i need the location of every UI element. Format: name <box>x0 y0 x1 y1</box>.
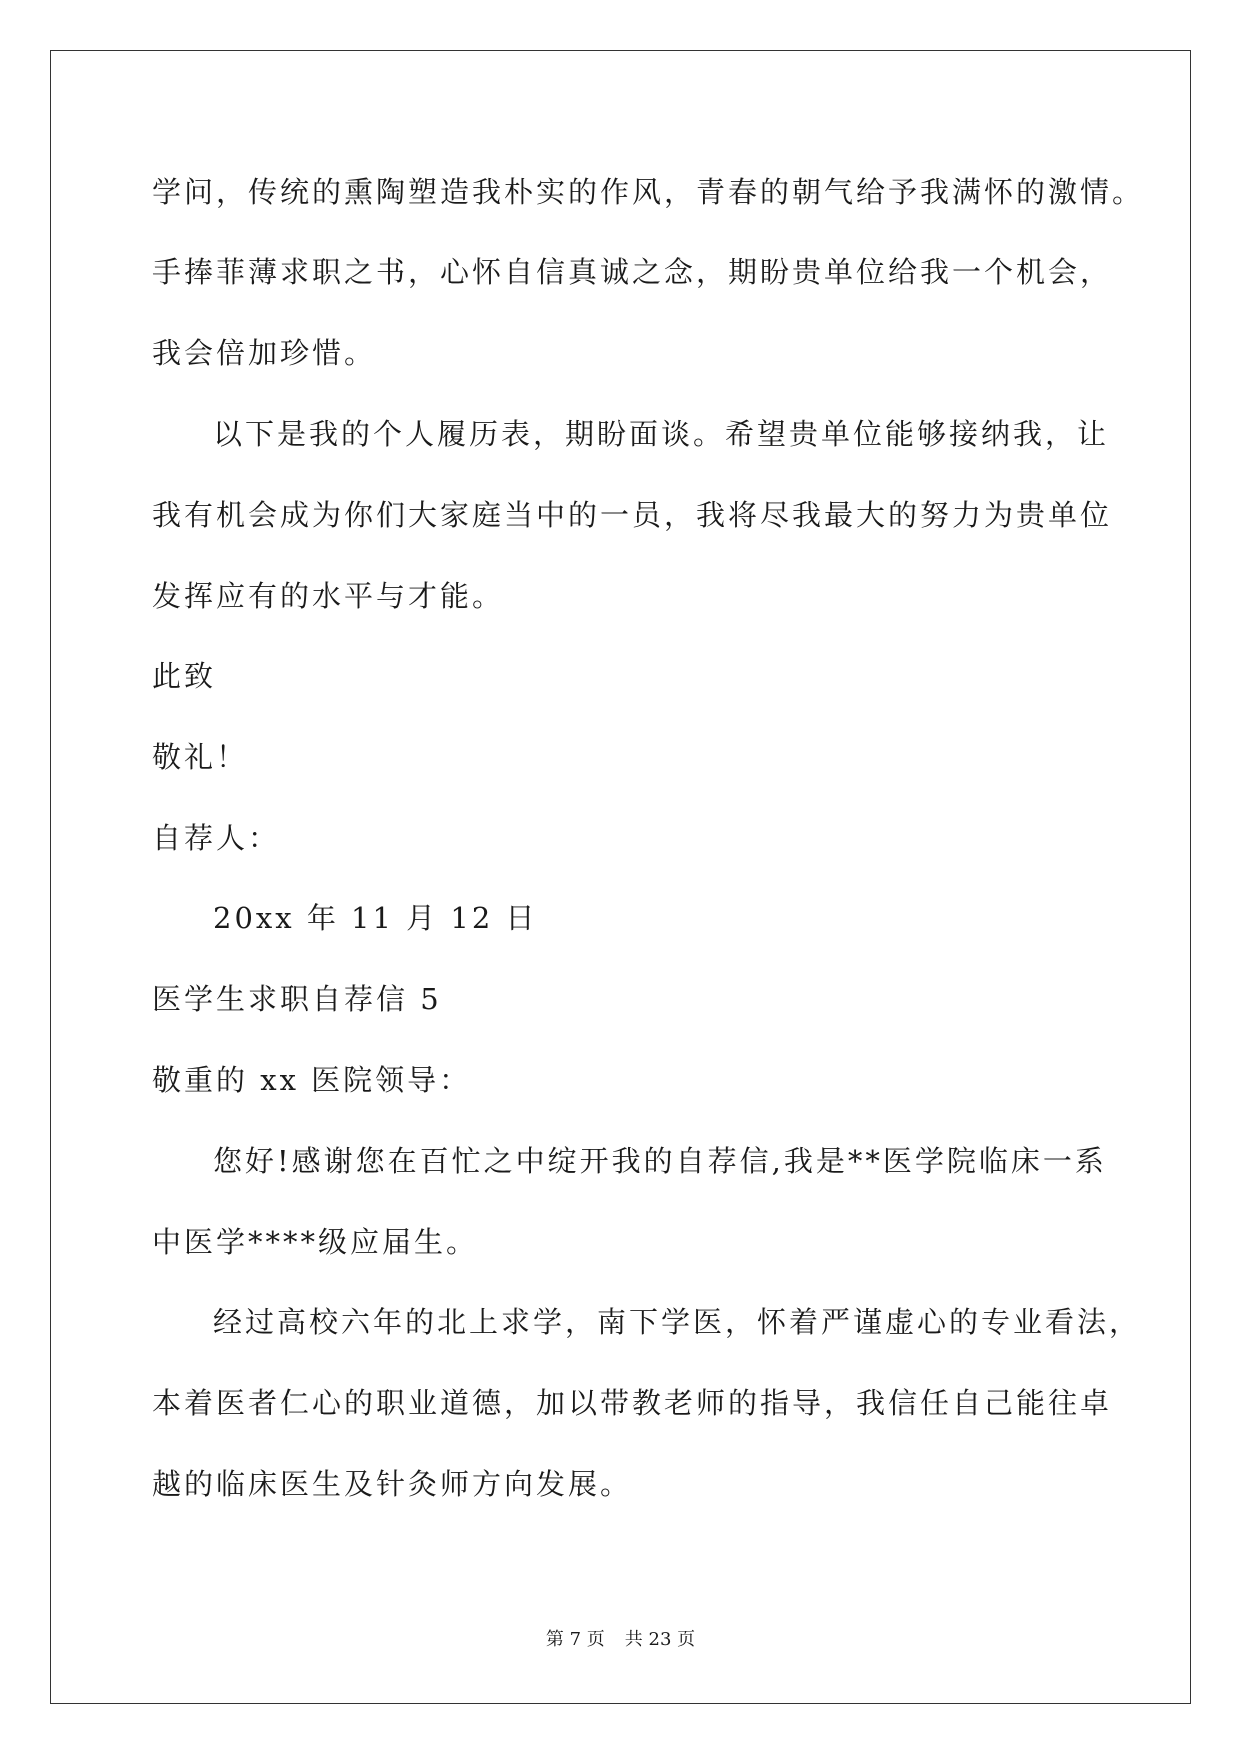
paragraph-line: 手捧菲薄求职之书，心怀自信真诚之念，期盼贵单位给我一个机会， <box>152 255 1113 289</box>
signature-label: 自荐人： <box>152 821 281 855</box>
paragraph-line: 我有机会成为你们大家庭当中的一员，我将尽我最大的努力为贵单位 <box>152 498 1113 532</box>
paragraph-line: 中医学****级应届生。 <box>152 1225 479 1259</box>
page-border <box>50 50 1191 1704</box>
paragraph-line: 我会倍加珍惜。 <box>152 336 377 370</box>
letter-date: 20xx 年 11 月 12 日 <box>213 901 538 935</box>
page-footer <box>0 1625 1241 1651</box>
paragraph-line: 以下是我的个人履历表，期盼面谈。希望贵单位能够接纳我，让 <box>213 417 1110 451</box>
closing-salutation: 此致 <box>152 659 217 693</box>
paragraph-line: 发挥应有的水平与才能。 <box>152 579 505 613</box>
paragraph-line: 越的临床医生及针灸师方向发展。 <box>152 1467 633 1501</box>
greeting: 敬重的 xx 医院领导： <box>152 1063 472 1097</box>
paragraph-line: 学问，传统的熏陶塑造我朴实的作风，青春的朝气给予我满怀的激情。 <box>152 175 1145 209</box>
paragraph-line: 经过高校六年的北上求学，南下学医，怀着严谨虚心的专业看法， <box>213 1305 1142 1339</box>
closing-regards: 敬礼！ <box>152 740 249 774</box>
page-total: 共 23 页 <box>624 1629 696 1650</box>
page-number: 第 7 页 <box>545 1629 605 1650</box>
paragraph-line: 您好!感谢您在百忙之中绽开我的自荐信,我是**医学院临床一系 <box>213 1144 1107 1178</box>
paragraph-line: 本着医者仁心的职业道德，加以带教老师的指导，我信任自己能往卓 <box>152 1386 1113 1420</box>
letter-title: 医学生求职自荐信 5 <box>152 982 442 1016</box>
